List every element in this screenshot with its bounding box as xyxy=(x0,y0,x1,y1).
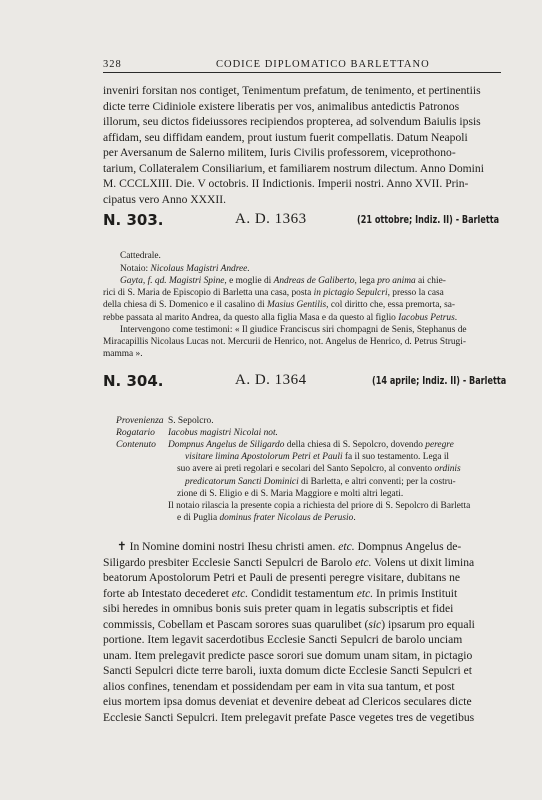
notary-label: Notaio: xyxy=(120,264,151,274)
text-run: commissis, Cobellam et Pascam sorores suas quarulibet ( xyxy=(103,617,369,631)
italic-run: Dompnus Angelus de Siligardo xyxy=(168,440,285,450)
text-run: rici di S. Maria de Episcopio di Barletta una casa, posta xyxy=(103,288,314,299)
text-run: della chiesa di S. Sepolcro, dovendo xyxy=(284,440,426,450)
label-contenuto: Contenuto xyxy=(116,439,156,450)
doc-303-notary xyxy=(120,263,250,275)
text-line xyxy=(103,275,467,287)
notary-name: Nicolaus Magistri Andree. xyxy=(150,264,250,274)
doc-304-contents xyxy=(168,439,470,524)
text-line xyxy=(103,312,467,324)
text-run: Dompnus Angelus de- xyxy=(354,540,462,553)
italic-run: Andreas de Galiberto xyxy=(273,276,355,286)
doc-304-date-place: (14 aprile; Indiz. II) - Barletta xyxy=(372,374,507,387)
text-run: Condidit testamentum xyxy=(248,586,357,600)
text-run: , e moglie di xyxy=(224,276,274,286)
text-line: inveniri forsitan nos contiget, Tenimentum prefatum, de tenimento, et pertinentiis xyxy=(103,84,481,97)
text-run: portione. Item legavit sacerdotibus Ecclesie Sancti Sepulcri de barolo unciam xyxy=(103,633,463,646)
text-run: eius mortem ipsa domus deveniat et devenire debeat ad Clericos seculares dicte xyxy=(103,695,472,708)
italic-run: etc. xyxy=(231,586,249,600)
text-line xyxy=(103,694,475,710)
label-rogatario: Rogatario xyxy=(116,427,155,438)
italic-run: visitare limina Apostolorum Petri et Pauli xyxy=(185,452,343,463)
italic-run: sic xyxy=(368,617,382,631)
italic-run: etc. xyxy=(338,540,355,553)
text-line xyxy=(168,488,470,500)
italic-run: peregre xyxy=(425,440,454,450)
italic-run: Masius Gentilis xyxy=(267,300,327,311)
text-line: per Aversanum de Salerno militem, Iuris Civilis professorem, viceprothono- xyxy=(103,146,456,159)
text-line xyxy=(103,539,475,555)
text-run: . xyxy=(353,513,356,524)
text-line: dicte terre Cidiniole existere liberatis per vos, animalibus antedictis Patronos xyxy=(103,99,460,113)
doc-304-number: N. 304. xyxy=(103,372,164,390)
text-run: Miracapillis Nicolaus Lucas not. Mercurii de Henrico, not. Angelus de Henrico, d. Petrus Strugi- xyxy=(103,337,466,348)
text-run: Intervengono come testimoni: « Il giudice Franciscus siri chompagni de Senis, Stephanus de xyxy=(120,324,467,335)
doc-303-number: N. 303. xyxy=(103,211,164,229)
italic-run: predicatorum Sancti Dominici xyxy=(185,476,299,487)
text-run: forte ab Intestato decederet xyxy=(103,586,232,600)
text-run: , presso la casa xyxy=(387,288,444,299)
text-line xyxy=(168,512,470,524)
doc-303-date-place: (21 ottobre; Indiz. II) - Barletta xyxy=(357,213,500,226)
text-run: suo avere ai preti regolari e secolari del Santo Sepolcro, al convento xyxy=(177,464,435,475)
text-line xyxy=(168,451,470,463)
text-line xyxy=(103,663,475,679)
text-line xyxy=(168,439,470,451)
italic-run: Iacobus Petrus xyxy=(398,312,455,323)
running-title: CODICE DIPLOMATICO BARLETTANO xyxy=(216,59,430,70)
text-line xyxy=(103,299,467,311)
text-run: ai chie- xyxy=(415,276,446,286)
text-run: Il notaio rilascia la presente copia a richiesta del priore di S. Sepolcro di Barletta xyxy=(168,501,471,512)
doc-303-year: A. D. 1363 xyxy=(235,211,307,227)
doc-304-year: A. D. 1364 xyxy=(235,372,307,388)
label-provenienza: Provenienza xyxy=(116,415,164,426)
page-number: 328 xyxy=(103,59,122,70)
text-line xyxy=(103,648,475,664)
text-line: tarium, Collateralem Consiliarium, et familiarem nostrum dilectum. Anno Domini xyxy=(103,161,484,175)
continuation-text xyxy=(103,83,484,207)
header-rule xyxy=(103,72,501,73)
rogatario-name: Iacobus magistri Nicolai not. xyxy=(168,428,278,438)
text-line xyxy=(168,476,470,488)
italic-run: dominus frater Nicolaus de Perusio xyxy=(219,513,354,524)
text-line xyxy=(103,617,475,633)
text-run: sibi heredes in omnibus bonis suis preter quam in legatis subscriptis et fidei xyxy=(103,602,454,615)
text-run: ) ipsarum pro equali xyxy=(381,617,475,631)
italic-run: etc. xyxy=(355,555,372,569)
text-run: Ecclesie Sancti Sepulcri. Item prelegavit prefate Pasce vegetes tres de vegetibus xyxy=(103,710,475,724)
text-line xyxy=(103,601,475,617)
doc-304-transcription xyxy=(103,539,475,725)
text-line xyxy=(103,336,467,348)
text-line: affidam, seu diffidam eandem, prout iustum fuerit compellatis. Datum Neapoli xyxy=(103,130,468,144)
text-run: In primis Instituit xyxy=(373,586,458,600)
text-line xyxy=(103,710,475,726)
italic-run: in pictagio Sepulcri xyxy=(313,288,388,299)
text-run: beatorum Apostolorum Petri et Pauli de presenti peregre visitare, dubitans ne xyxy=(103,571,461,584)
italic-run: etc. xyxy=(356,586,374,600)
italic-run: ordinis xyxy=(434,464,461,475)
text-run: mamma ». xyxy=(103,349,143,360)
text-run: Sancti Sepulcri dicte terre baroli, iuxta domum dicte Ecclesie Sancti Sepulcri et xyxy=(103,664,472,677)
text-line xyxy=(103,287,467,299)
text-run: . xyxy=(454,312,458,323)
text-line xyxy=(168,500,470,512)
text-line xyxy=(103,632,475,648)
text-line xyxy=(103,679,475,695)
text-run: , col diritto che, essa premorta, sa- xyxy=(326,300,456,311)
text-line xyxy=(168,463,470,475)
text-line xyxy=(103,555,475,571)
rogatario-value xyxy=(168,427,278,439)
text-line xyxy=(103,570,475,586)
provenienza-value: S. Sepolcro. xyxy=(168,416,214,426)
text-line: illorum, seu dictos fideiussores recipiendos propterea, ad solvendum Baiulis ipsis xyxy=(103,115,481,128)
text-line: cipatus vero Anno XXXII. xyxy=(103,192,226,206)
text-run: , lega xyxy=(354,276,378,286)
text-run: alios confines, tenendam et possidendam per eam in vita sua tantum, et post xyxy=(103,679,455,693)
text-run: della chiesa di S. Domenico e il casalino di xyxy=(103,300,268,311)
italic-run: Gayta, f. qd. Magistri Spine xyxy=(120,276,225,286)
text-line: M. CCCLXIII. Die. V octobris. II Indictionis. Imperii nostri. Anno XVII. Prin- xyxy=(103,177,469,190)
text-run: rebbe passata al marito Andrea, da questo alla figlia Masa e da questo al figlio xyxy=(103,312,399,323)
text-run: zione di S. Eligio e di S. Maria Maggiore e molti altri legati. xyxy=(177,488,404,499)
text-line xyxy=(103,324,467,336)
text-run: Siligardo presbiter Ecclesie Sancti Sepulcri de Barolo xyxy=(103,555,356,569)
text-run: fa il suo testamento. Lega il xyxy=(342,452,450,463)
text-run: ✝ In Nomine domini nostri Ihesu christi amen. xyxy=(117,540,339,553)
text-run: di Barletta, e altri conventi; per la costru- xyxy=(298,476,456,487)
text-run: unam. Item prelegavit predicte pasce sorori sue domum unam sitam, in pictagio xyxy=(103,648,473,662)
doc-303-source: Cattedrale. xyxy=(120,251,161,261)
text-line xyxy=(103,348,467,360)
doc-303-summary xyxy=(103,275,467,360)
text-line xyxy=(103,586,475,602)
text-run: Volens ut dixit limina xyxy=(371,555,475,569)
italic-run: pro anima xyxy=(377,276,416,286)
text-run: e di Puglia xyxy=(177,513,220,524)
